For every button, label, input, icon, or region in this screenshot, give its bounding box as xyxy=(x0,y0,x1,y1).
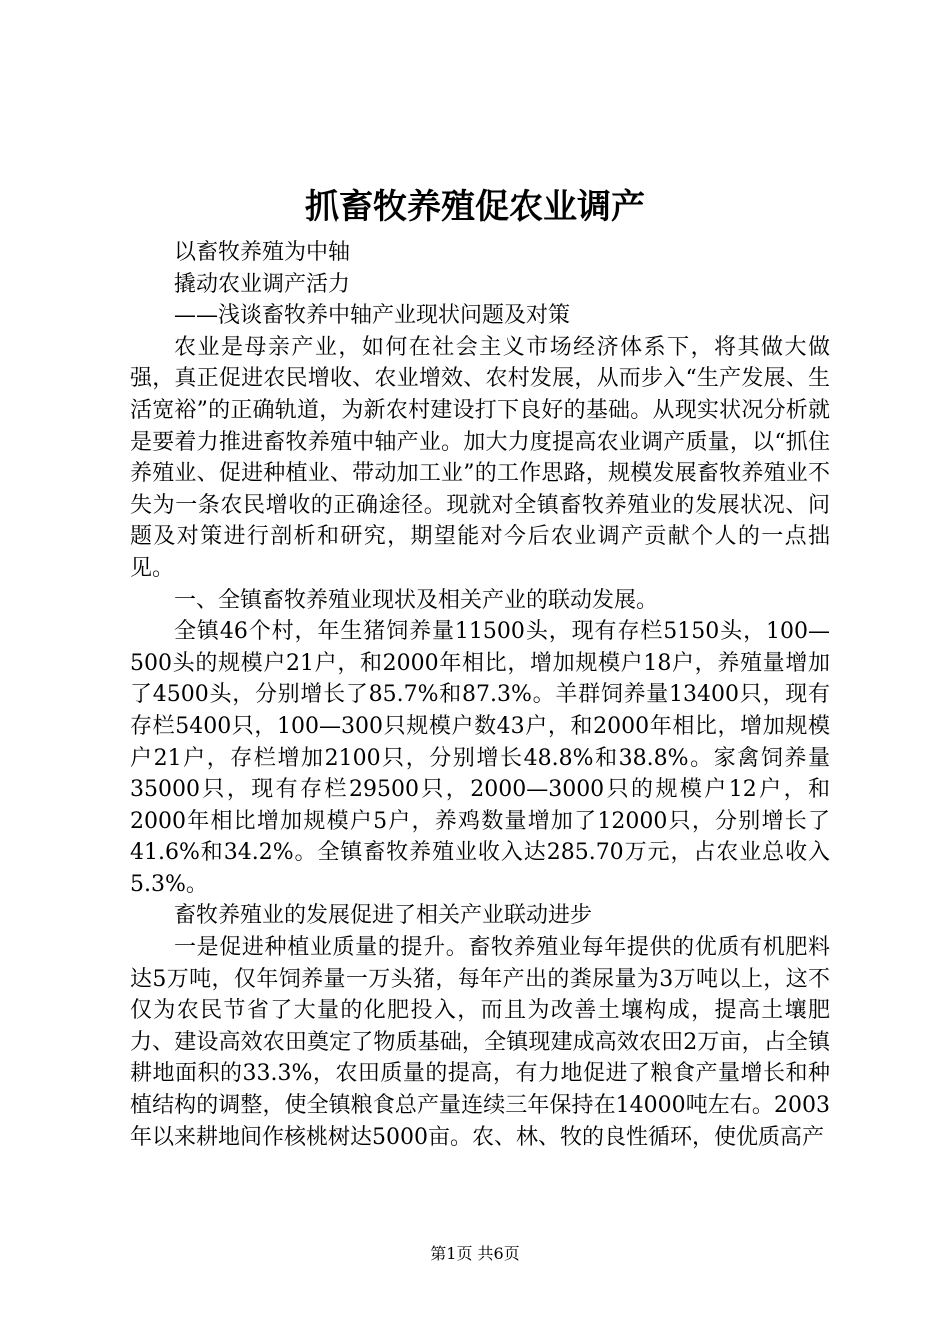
body-paragraph: 农业是母亲产业，如何在社会主义市场经济体系下，将其做大做强，真正促进农民增收、农业增效、农村发展，从而步入“生产发展、生活宽裕”的正确轨道，为新农村建设打下良好的基础。从现实状况分析就是要着力推进畜牧养殖中轴产业。加大力度提高农业调产质量，以“抓住养殖业、促进种植业、带动加工业”的工作思路，规模发展畜牧养殖业不失为一条农民增收的正确途径。现就对全镇畜牧养殖业的发展状况、问题及对策进行剖析和研究，期望能对今后农业调产贡献个人的一点拙见。 xyxy=(130,334,830,581)
body-paragraph: 全镇46个村，年生猪饲养量11500头，现有存栏5150头，100—500头的规模户21户，和2000年相比，增加规模户18户，养殖量增加了4500头，分别增长了85.7%和87.3%。羊群饲养量13400只，现有存栏5400只，100—300只规模户数43户，和2000年相比，增加规模户21户，存栏增加2100只，分别增长48.8%和38.8%。家禽饲养量35000只，现有存栏29500只，2000—3000只的规模户12户，和2000年相比增加规模户5户，养鸡数量增加了12000只，分别增长了41.6%和34.2%。全镇畜牧养殖业收入达285.70万元，占农业总收入5.3%。 xyxy=(130,619,830,897)
section-heading: 畜牧养殖业的发展促进了相关产业联动进步 xyxy=(174,903,593,929)
subtitle-line: ——浅谈畜牧养中轴产业现状问题及对策 xyxy=(174,303,571,329)
document-body xyxy=(130,237,830,1153)
subtitle-line: 以畜牧养殖为中轴 xyxy=(174,240,351,265)
section-heading: 一、全镇畜牧养殖业现状及相关产业的联动发展。 xyxy=(174,587,659,613)
page-title: 抓畜牧养殖促农业调产 xyxy=(305,187,645,227)
subtitle-line: 撬动农业调产活力 xyxy=(174,271,351,297)
body-paragraph: 一是促进种植业质量的提升。畜牧养殖业每年提供的优质有机肥料达5万吨，仅年饲养量一万头猪，每年产出的粪尿量为3万吨以上，这不仅为农民节省了大量的化肥投入，而且为改善土壤构成，提高土壤肥力、建设高效农田奠定了物质基础，全镇现建成高效农田2万亩，占全镇耕地面积的33.3%，农田质量的提高，有力地促进了粮食产量增长和种植结构的调整，使全镇粮食总产量连续三年保持在14000吨左右。2003年以来耕地间作核桃树达5000亩。农、林、牧的良性循环，使优质高产 xyxy=(130,935,830,1150)
page-number: 第1页 共6页 xyxy=(430,1244,520,1263)
